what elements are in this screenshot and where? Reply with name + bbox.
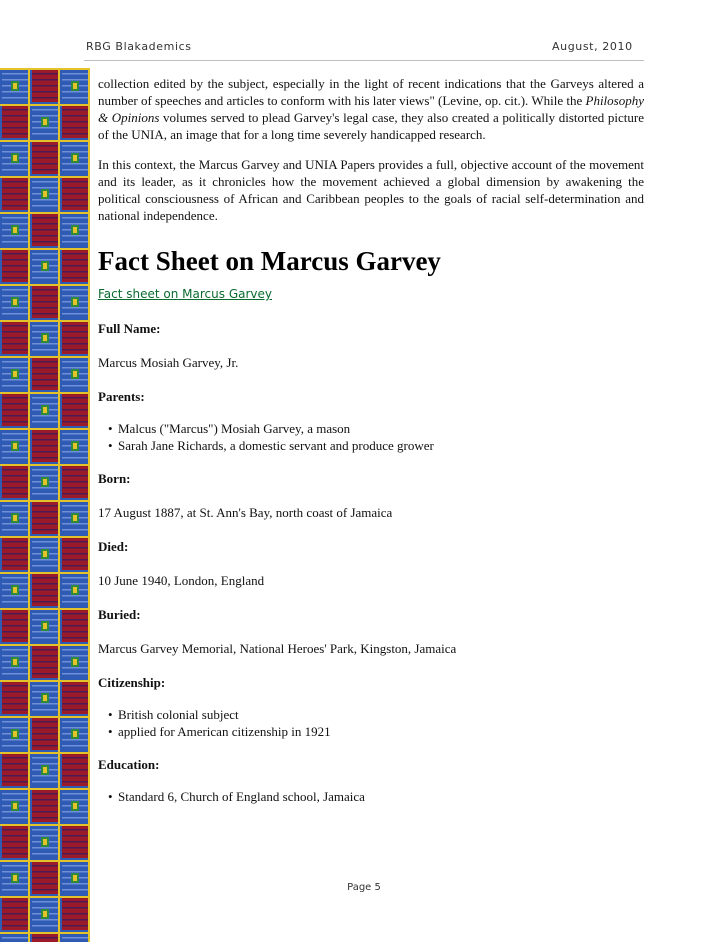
died-label: Died: [98, 539, 129, 554]
page-footer [0, 882, 728, 893]
page-body [98, 75, 644, 821]
header-left-text: RBG Blakademics [86, 40, 192, 53]
education-label: Education: [98, 757, 160, 772]
section-title: Fact Sheet on Marcus Garvey [98, 246, 441, 276]
parents-label: Parents: [98, 389, 145, 404]
list-item: • Standard 6, Church of England school, Jamaica [118, 788, 644, 805]
full-name-value: Marcus Mosiah Garvey, Jr. [98, 355, 239, 370]
education-list [98, 788, 644, 805]
paragraph-2: In this context, the Marcus Garvey and UNIA Papers provides a full, objective account of the movement and its leader, as it chronicles how the movement achieved a global dimension by awakening the political consciousness of African and Caribbean peoples to the goals of racial self-determination and national independence. [98, 157, 644, 223]
citizenship-list [98, 706, 644, 740]
citizenship-label: Citizenship: [98, 675, 166, 690]
buried-value: Marcus Garvey Memorial, National Heroes' Park, Kingston, Jamaica [98, 641, 457, 656]
header-divider [84, 60, 644, 61]
paragraph-1: collection edited by the subject, especially in the light of recent indications that the Garveys altered a number of speeches and articles to conform with his later views" (Levine, op. cit.). While the Philosophy & Opinions volumes served to plead Garvey's legal case, they also created a politically distorted picture of the UNIA, an image that for a long time severely handicapped research. [98, 76, 644, 142]
kente-border-decoration [0, 68, 90, 942]
born-label: Born: [98, 471, 131, 486]
list-item: • applied for American citizenship in 1921 [118, 723, 644, 740]
list-item: • Sarah Jane Richards, a domestic servant and produce grower [118, 437, 644, 454]
header-date: August, 2010 [552, 40, 633, 53]
full-name-label: Full Name: [98, 321, 161, 336]
page-number: Page 5 [347, 882, 381, 893]
died-value: 10 June 1940, London, England [98, 573, 265, 588]
list-item: • British colonial subject [118, 706, 644, 723]
parents-list [98, 420, 644, 454]
fact-sheet-link[interactable]: Fact sheet on Marcus Garvey [98, 287, 272, 301]
list-item: • Malcus ("Marcus") Mosiah Garvey, a mason [118, 420, 644, 437]
buried-label: Buried: [98, 607, 141, 622]
born-value: 17 August 1887, at St. Ann's Bay, north coast of Jamaica [98, 505, 393, 520]
